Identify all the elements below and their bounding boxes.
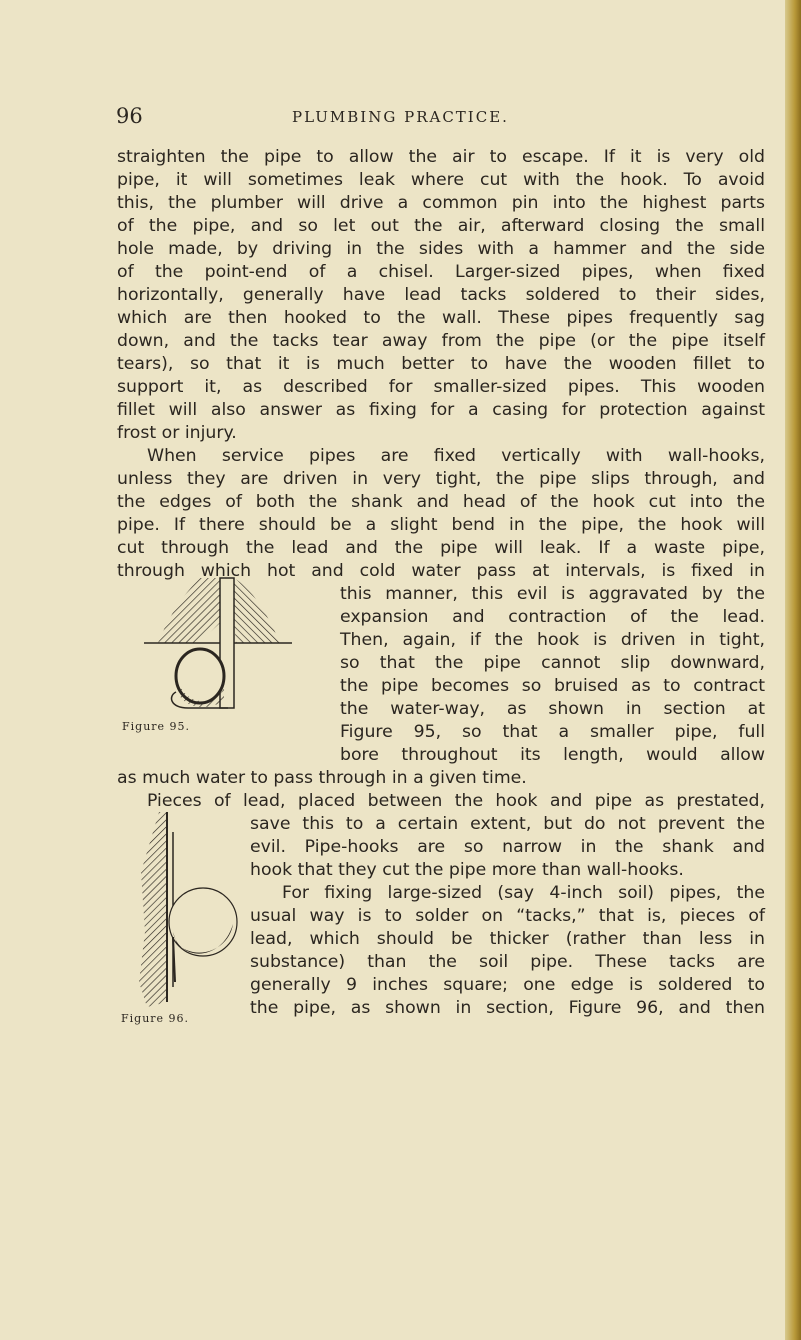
soil-pipe-tack-illustration bbox=[117, 812, 247, 1012]
text-line: so that the pipe cannot slip downward, bbox=[340, 653, 765, 673]
text-line: support it, as described for smaller-sized pipes. This wooden bbox=[117, 377, 765, 397]
text-line: pipe. If there should be a slight bend in the pipe, the hook will bbox=[117, 515, 765, 535]
text-line: hole made, by driving in the sides with a hammer and the side bbox=[117, 239, 765, 259]
text-line: substance) than the soil pipe. These tacks are bbox=[250, 952, 765, 972]
figure-95 bbox=[122, 568, 330, 738]
text-line: the pipe becomes so bruised as to contract bbox=[340, 676, 765, 696]
text-line: this manner, this evil is aggravated by the bbox=[340, 584, 765, 604]
text-line: the pipe, as shown in section, Figure 96, and then bbox=[250, 998, 765, 1018]
text-line: unless they are driven in very tight, the pipe slips through, and bbox=[117, 469, 765, 489]
text-line: Pieces of lead, placed between the hook and pipe as prestated, bbox=[147, 791, 765, 811]
text-line: For fixing large-sized (say 4-inch soil) pipes, the bbox=[282, 883, 765, 903]
running-head: PLUMBING PRACTICE. bbox=[292, 108, 509, 126]
text-line: save this to a certain extent, but do not prevent the bbox=[250, 814, 765, 834]
text-line: through which hot and cold water pass at intervals, is fixed in bbox=[117, 561, 765, 581]
text-line: bore throughout its length, would allow bbox=[340, 745, 765, 765]
page-number: 96 bbox=[116, 104, 143, 128]
text-line: generally 9 inches square; one edge is soldered to bbox=[250, 975, 765, 995]
text-line: of the point-end of a chisel. Larger-sized pipes, when fixed bbox=[117, 262, 765, 282]
text-line: frost or injury. bbox=[117, 423, 237, 443]
text-line: down, and the tacks tear away from the pipe (or the pipe itself bbox=[117, 331, 765, 351]
text-line: Figure 95, so that a smaller pipe, full bbox=[340, 722, 765, 742]
text-line: Then, again, if the hook is driven in tight, bbox=[340, 630, 765, 650]
text-line: this, the plumber will drive a common pin into the highest parts bbox=[117, 193, 765, 213]
text-line: When service pipes are fixed vertically with wall-hooks, bbox=[147, 446, 765, 466]
figure-95-caption: Figure 95. bbox=[122, 720, 191, 733]
figure-96-caption: Figure 96. bbox=[121, 1012, 190, 1025]
text-line: evil. Pipe-hooks are so narrow in the shank and bbox=[250, 837, 765, 857]
text-line: of the pipe, and so let out the air, afterward closing the small bbox=[117, 216, 765, 236]
figure-96 bbox=[117, 812, 247, 1052]
text-line: pipe, it will sometimes leak where cut with the hook. To avoid bbox=[117, 170, 765, 190]
text-line: hook that they cut the pipe more than wall-hooks. bbox=[250, 860, 684, 880]
text-line: fillet will also answer as fixing for a casing for protection against bbox=[117, 400, 765, 420]
text-line: straighten the pipe to allow the air to escape. If it is very old bbox=[117, 147, 765, 167]
page-header bbox=[0, 104, 801, 134]
text-line: tears), so that it is much better to have the wooden fillet to bbox=[117, 354, 765, 374]
text-line: as much water to pass through in a given time. bbox=[117, 768, 527, 788]
wall-hook-section-illustration bbox=[140, 568, 330, 718]
text-line: lead, which should be thicker (rather than less in bbox=[250, 929, 765, 949]
text-line: expansion and contraction of the lead. bbox=[340, 607, 765, 627]
text-line: the water-way, as shown in section at bbox=[340, 699, 765, 719]
text-line: the edges of both the shank and head of the hook cut into the bbox=[117, 492, 765, 512]
text-line: usual way is to solder on “tacks,” that is, pieces of bbox=[250, 906, 765, 926]
page-edge bbox=[785, 0, 801, 1340]
text-line: horizontally, generally have lead tacks soldered to their sides, bbox=[117, 285, 765, 305]
text-line: which are then hooked to the wall. These pipes frequently sag bbox=[117, 308, 765, 328]
text-line: cut through the lead and the pipe will leak. If a waste pipe, bbox=[117, 538, 765, 558]
